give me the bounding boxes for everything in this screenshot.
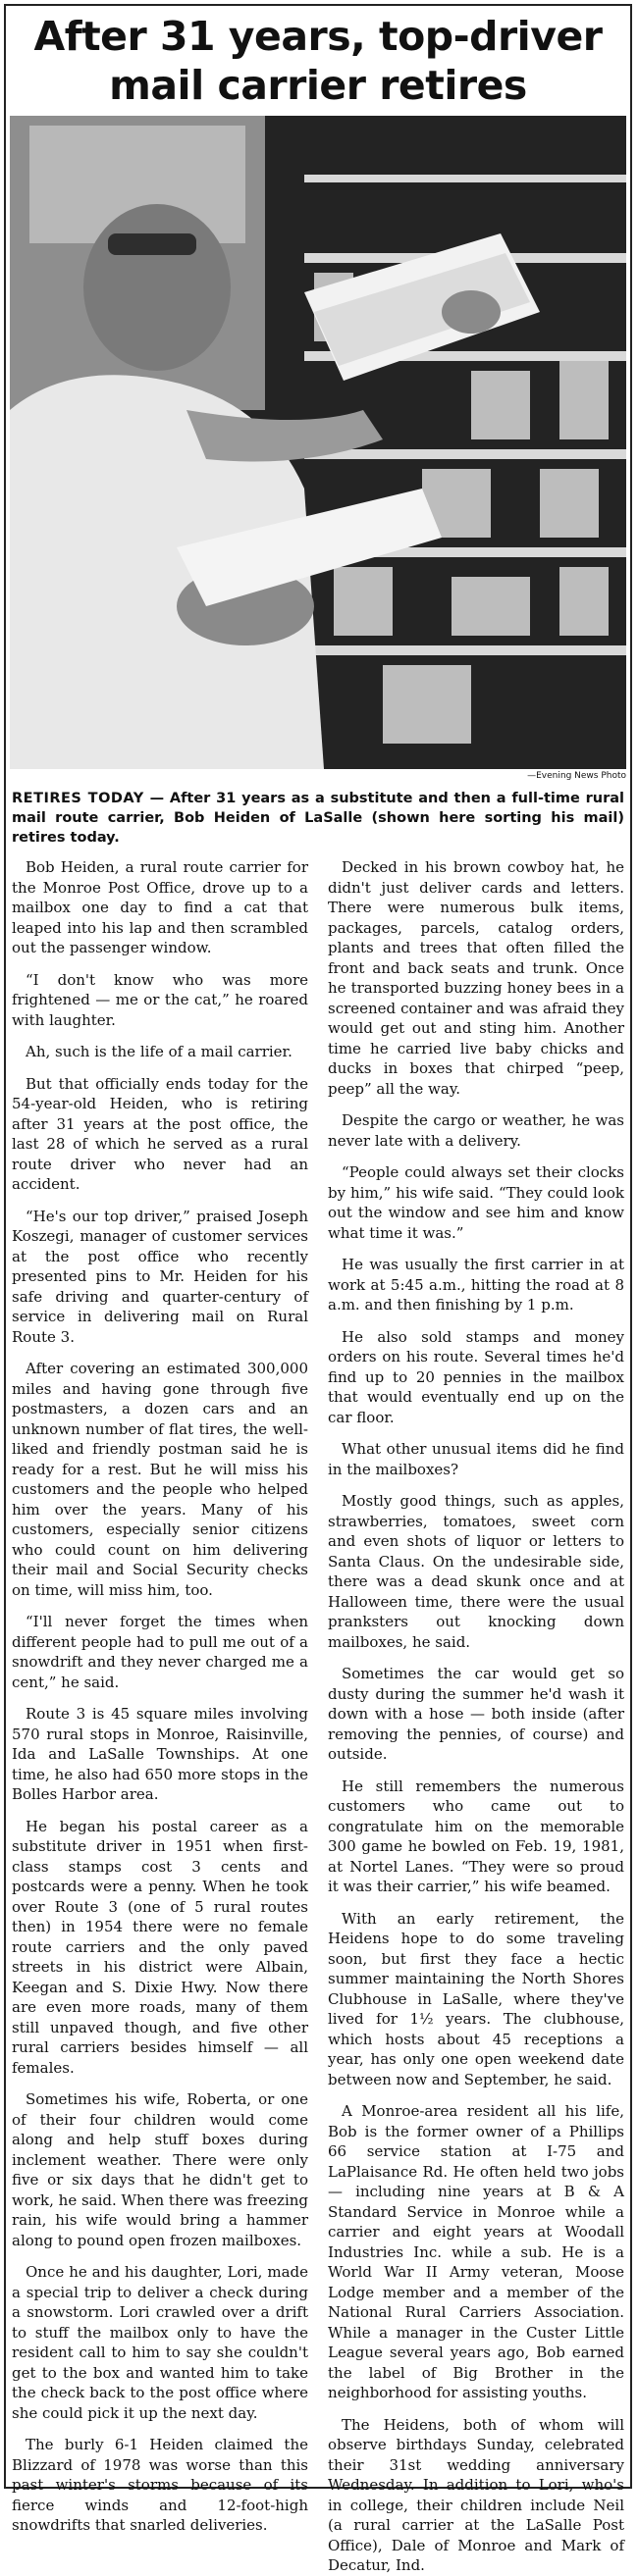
paragraph: Once he and his daughter, Lori, made a special trip to deliver a check during a snowstorm. Lori crawled over a drift to stuff the mailbox only to have the resident call to him to say she couldn't get to the box and wanted him to take the check back to the post office where she could pick it up the next day. <box>12 2263 308 2422</box>
article-body <box>12 857 624 2574</box>
article-left-column <box>12 857 308 2534</box>
newspaper-clipping <box>4 4 632 2574</box>
paragraph: Ah, such is the life of a mail carrier. <box>26 1043 292 1060</box>
headline-line-1: After 31 years, top-driver <box>33 13 603 60</box>
headline <box>10 12 626 110</box>
paragraph: Sometimes his wife, Roberta, or one of their four children would come along and help stuff boxes during inclement weather. There were only five or six days that he didn't get to work, he said. When there was freezing rain, his wife would bring a hammer along to pound open frozen mailboxes. <box>12 2090 308 2249</box>
paragraph: What other unusual items did he find in the mailboxes? <box>328 1440 624 1478</box>
paragraph: He still remembers the numerous customers who came out to congratulate him on the memorable 300 game he bowled on Feb. 19, 1981, at Nortel Lanes. “They were so proud it was their carrier,” his wife beamed. <box>328 1777 624 1895</box>
paragraph: Route 3 is 45 square miles involving 570 rural stops in Monroe, Raisinville, Ida and LaSalle Townships. At one time, he also had 650 more stops in the Bolles Harbor area. <box>12 1705 308 1803</box>
photo-illustration <box>10 116 626 769</box>
paragraph: He began his postal career as a substitute driver in 1951 when first-class stamps cost 3 cents and postcards were a penny. When he took over Route 3 (one of 5 rural routes then) in 1954 there were no female route carriers and the only paved streets in his district were Albain, Keegan and S. Dixie Hwy. Now there are even more roads, many of them still unpaved though, and five other rural carriers besides himself — all females. <box>12 1817 308 2077</box>
paragraph: With an early retirement, the Heidens hope to do some traveling soon, but first they face a hectic summer maintaining the North Shores Clubhouse in LaSalle, where they've lived for 1½ years. The clubhouse, which hosts about 45 receptions a year, has only one open weekend date between now and September, he said. <box>328 1909 624 2088</box>
paragraph: “He's our top driver,” praised Joseph Koszegi, manager of customer services at the post office who recently presented pins to Mr. Heiden for his safe driving and quarter-century of service in delivering mail on Rural Route 3. <box>12 1207 308 1346</box>
paragraph: Bob Heiden, a rural route carrier for the Monroe Post Office, drove up to a mailbox one day to find a cat that leaped into his lap and then scrambled out the passenger window. <box>12 858 308 956</box>
paragraph: Despite the cargo or weather, he was never late with a delivery. <box>328 1111 624 1150</box>
paragraph: The Heidens, both of whom will observe birthdays Sunday, celebrated their 31st wedding anniversary Wednesday. In addition to Lori, who's in college, their children include Neil (a rural carrier at the LaSalle Post Office), Dale of Monroe and Mark of Decatur, Ind. <box>328 2415 624 2574</box>
photo-caption <box>12 789 624 848</box>
caption-lead: RETIRES TODAY <box>12 791 144 806</box>
photo-credit: —Evening News Photo <box>527 771 626 781</box>
paragraph: Sometimes the car would get so dusty during the summer he'd wash it down with a hose — both inside (after removing the pennies, of course) and outside. <box>328 1665 624 1763</box>
paragraph: “I don't know who was more frightened — me or the cat,” he roared with laughter. <box>12 970 308 1029</box>
caption-text: — After 31 years as a substitute and then a full-time rural mail route carrier, Bob Heiden of LaSalle (shown here sorting his mail) retires today. <box>12 791 624 846</box>
paragraph: Decked in his brown cowboy hat, he didn't just deliver cards and letters. There were numerous bulk items, packages, parcels, catalog orders, plants and trees that often filled the front and back seats and trunk. Once he transported buzzing honey bees in a screened container and was afraid they would get out and sting him. Another time he carried live baby chicks and ducks in boxes that chirped “peep, peep” all the way. <box>328 858 624 1098</box>
paragraph: “People could always set their clocks by him,” his wife said. “They could look out the window and see him and know what time it was.” <box>328 1163 624 1242</box>
paragraph: He was usually the first carrier in at work at 5:45 a.m., hitting the road at 8 a.m. and then finishing by 1 p.m. <box>328 1256 624 1314</box>
article-right-column <box>328 857 624 2574</box>
news-photo <box>10 116 626 769</box>
paragraph: A Monroe-area resident all his life, Bob is the former owner of a Phillips 66 service station at I-75 and LaPlaisance Rd. He often held two jobs — including nine years at B & A Standard Service in Monroe while a carrier and eight years at Woodall Industries Inc. while a sub. He is a World War II Army veteran, Moose Lodge member and a member of the National Rural Carriers Association. While a manager in the Custer Little League several years ago, Bob earned the label of Big Brother in the neighborhood for assisting youths. <box>328 2102 624 2401</box>
paragraph: Mostly good things, such as apples, strawberries, tomatoes, sweet corn and even shots of liquor or letters to Santa Claus. On the undesirable side, there was a dead skunk once and at Halloween time, there were the usual pranksters out knocking down mailboxes, he said. <box>328 1492 624 1651</box>
paragraph: “I'll never forget the times when different people had to pull me out of a snowdrift and they never charged me a cent,” he said. <box>12 1613 308 1691</box>
paragraph: But that officially ends today for the 54-year-old Heiden, who is retiring after 31 years at the post office, the last 28 of which he served as a rural route driver who never had an accident. <box>12 1074 308 1193</box>
paragraph: The burly 6-1 Heiden claimed the Blizzard of 1978 was worse than this past winter's storms because of its fierce winds and 12-foot-high snowdrifts that snarled deliveries. <box>12 2436 308 2534</box>
headline-line-2: mail carrier retires <box>109 62 527 109</box>
paragraph: He also sold stamps and money orders on his route. Several times he'd find up to 20 pennies in the mailbox that would eventually end up on the car floor. <box>328 1327 624 1426</box>
paragraph: After covering an estimated 300,000 miles and having gone through five postmasters, a dozen cars and an unknown number of flat tires, the well-liked and friendly postman said he is ready for a rest. But he will miss his customers and the people who helped him over the years. Many of his customers, especially senior citizens who could count on him delivering their mail and Social Security checks on time, will miss him, too. <box>12 1360 308 1599</box>
